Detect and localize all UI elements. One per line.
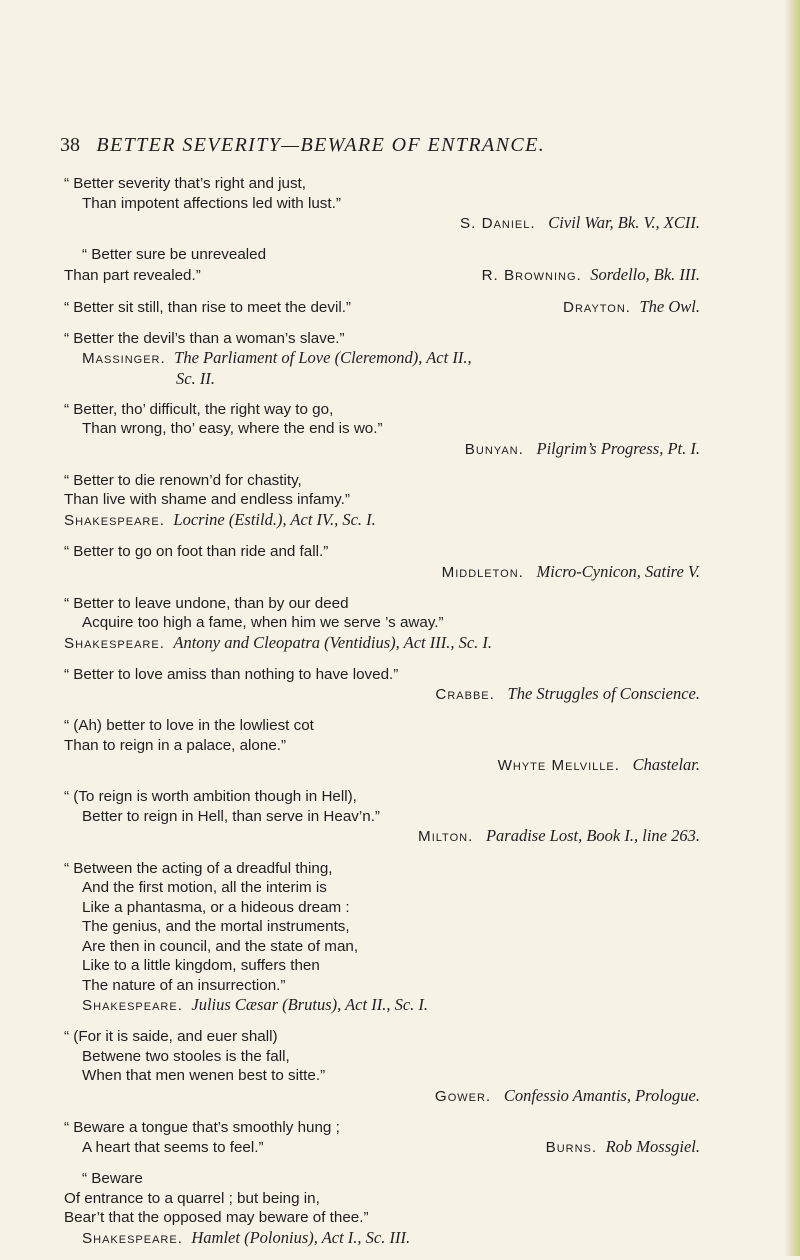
author: R. Browning. xyxy=(481,266,582,284)
quotation-list xyxy=(64,174,700,1260)
quote-line: “ (Ah) better to love in the lowliest cot xyxy=(64,717,314,735)
author: Middleton. xyxy=(441,563,524,581)
author: Crabbe. xyxy=(435,686,495,704)
quote-9 xyxy=(64,665,700,705)
author: Shakespeare. xyxy=(82,1229,183,1247)
author: Milton. xyxy=(418,828,474,846)
work-title: Locrine (Estild.), Act IV., Sc. I. xyxy=(173,509,376,529)
author: Burns. xyxy=(545,1139,598,1157)
author: Shakespeare. xyxy=(82,997,183,1015)
author: Shakespeare. xyxy=(64,634,165,652)
quote-line: The genius, and the mortal instruments, xyxy=(82,918,350,936)
quote-line: A heart that seems to feel.” xyxy=(82,1139,264,1157)
quote-line: Than to reign in a palace, alone.” xyxy=(64,736,287,754)
citation xyxy=(64,562,700,583)
quote-line: “ Better to die renown’d for chastity, xyxy=(64,471,302,489)
citation xyxy=(64,348,700,369)
quote-15 xyxy=(64,1169,700,1248)
page-number: 38 xyxy=(60,134,80,156)
quote-7 xyxy=(64,542,700,582)
quote-12 xyxy=(64,859,700,1016)
quote-line: Are then in council, and the state of man, xyxy=(82,937,359,955)
quote-line: Than impotent affections led with lust.” xyxy=(82,194,341,212)
quote-line: “ Beware a tongue that’s smoothly hung ; xyxy=(64,1118,340,1136)
citation xyxy=(64,1137,700,1158)
work-title: Rob Mossgiel. xyxy=(605,1137,700,1157)
author: Massinger. xyxy=(82,350,166,368)
quote-line: “ Between the acting of a dreadful thing, xyxy=(64,859,333,877)
quote-line: “ Beware xyxy=(82,1170,143,1188)
quote-1 xyxy=(64,174,700,234)
work-title: The Parliament of Love (Cleremond), Act II., xyxy=(174,348,472,368)
quote-line: Than part revealed.” xyxy=(64,266,201,284)
quote-6 xyxy=(64,471,700,531)
author: Drayton. xyxy=(563,298,632,316)
citation xyxy=(64,633,700,654)
running-title: BETTER SEVERITY—BEWARE OF ENTRANCE. xyxy=(96,134,546,156)
quote-line: Than live with shame and endless infamy.” xyxy=(64,491,350,509)
quote-line: “ (For it is saide, and euer shall) xyxy=(64,1028,278,1046)
quote-line: “ Better to leave undone, than by our deed xyxy=(64,594,349,612)
work-title: The Struggles of Conscience. xyxy=(507,684,700,704)
work-title: Sordello, Bk. III. xyxy=(590,264,700,284)
quote-5 xyxy=(64,400,700,460)
quote-line: “ Better to love amiss than nothing to have loved.” xyxy=(64,665,399,683)
quote-line: Like a phantasma, or a hideous dream : xyxy=(82,898,350,916)
citation xyxy=(64,684,700,705)
quote-4 xyxy=(64,329,700,389)
quote-line: “ Better sit still, than rise to meet the devil.” xyxy=(64,298,351,316)
citation xyxy=(64,439,700,460)
quote-8 xyxy=(64,594,700,654)
quote-line: Acquire too high a fame, when him we serve ’s away.” xyxy=(82,614,444,632)
author: Shakespeare. xyxy=(64,511,165,529)
work-title-continued: Sc. II. xyxy=(176,368,215,388)
work-title: Antony and Cleopatra (Ventidius), Act III., Sc. I. xyxy=(173,632,493,652)
citation xyxy=(64,1228,700,1249)
work-title: Paradise Lost, Book I., line 263. xyxy=(485,826,700,846)
quote-13 xyxy=(64,1027,700,1106)
work-title: Hamlet (Polonius), Act I., Sc. III. xyxy=(191,1227,411,1247)
work-title: The Owl. xyxy=(639,296,700,316)
quote-10 xyxy=(64,716,700,776)
quote-11 xyxy=(64,787,700,847)
quote-14 xyxy=(64,1118,700,1158)
work-title: Confessio Amantis, Prologue. xyxy=(503,1085,700,1105)
citation xyxy=(64,510,700,531)
quote-line: Bear’t that the opposed may beware of thee.” xyxy=(64,1209,369,1227)
quote-line: And the first motion, all the interim is xyxy=(82,879,327,897)
citation xyxy=(64,755,700,776)
author: Bunyan. xyxy=(464,440,524,458)
citation xyxy=(64,826,700,847)
citation xyxy=(64,265,700,286)
quote-line: Better to reign in Hell, than serve in Heav’n.” xyxy=(82,807,380,825)
quote-line: Like to a little kingdom, suffers then xyxy=(82,957,320,975)
quote-line: Than wrong, tho’ easy, where the end is wo.” xyxy=(82,420,383,438)
citation xyxy=(64,213,700,234)
work-title: Micro-Cynicon, Satire V. xyxy=(536,561,700,581)
quote-line: The nature of an insurrection.” xyxy=(82,976,286,994)
quote-2 xyxy=(64,245,700,285)
author: Whyte Melville. xyxy=(497,757,620,775)
citation xyxy=(64,1086,700,1107)
page-edge-shadow xyxy=(784,0,800,1256)
quote-line: “ Better, tho’ difficult, the right way to go, xyxy=(64,400,334,418)
author: Gower. xyxy=(434,1087,492,1105)
quote-line: “ Better sure be unrevealed xyxy=(82,246,267,264)
citation xyxy=(64,297,700,318)
author: S. Daniel. xyxy=(460,215,536,232)
citation xyxy=(64,995,700,1016)
running-header xyxy=(60,134,750,157)
quote-line: “ Better the devil’s than a woman’s slave.” xyxy=(64,329,345,347)
quote-line: “ Better to go on foot than ride and fall.” xyxy=(64,543,329,561)
work-title: Civil War, Bk. V., XCII. xyxy=(548,213,700,232)
quote-line: Betwene two stooles is the fall, xyxy=(82,1047,290,1065)
work-title: Pilgrim’s Progress, Pt. I. xyxy=(536,438,700,458)
quote-line: “ (To reign is worth ambition though in Hell), xyxy=(64,788,357,806)
work-title: Chastelar. xyxy=(632,755,700,775)
quote-3 xyxy=(64,297,700,318)
quote-line: When that men wenen best to sitte.” xyxy=(82,1067,326,1085)
work-title: Julius Cæsar (Brutus), Act II., Sc. I. xyxy=(191,995,429,1015)
quote-line: Of entrance to a quarrel ; but being in, xyxy=(64,1189,320,1207)
quote-line: “ Better severity that’s right and just, xyxy=(64,175,306,192)
